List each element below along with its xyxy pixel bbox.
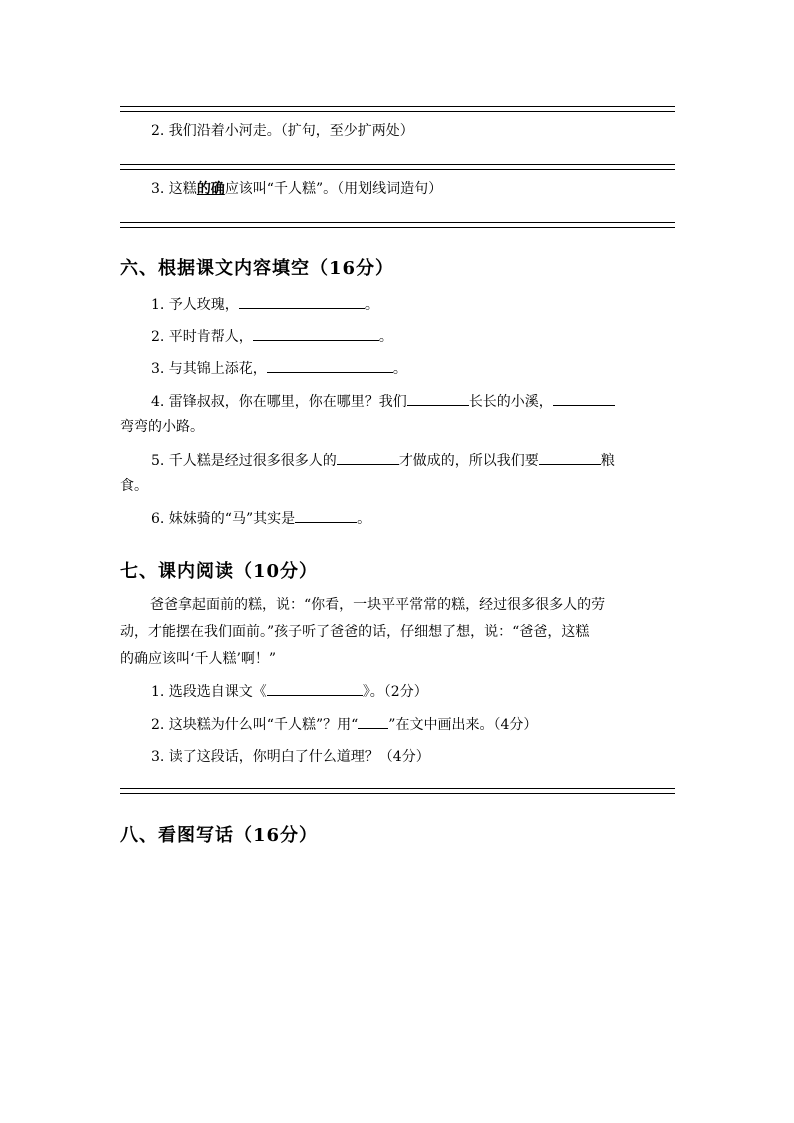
reading-question-3: 3. 读了这段话，你明白了什么道理？（4分） bbox=[151, 749, 430, 765]
answer-blank[interactable] bbox=[553, 391, 615, 406]
sentence-expand-question: 2. 我们沿着小河走。（扩句，至少扩两处） bbox=[151, 123, 414, 139]
answer-blank[interactable] bbox=[253, 326, 379, 341]
reading-question-1: 1. 选段选自课文《 》。（2分） bbox=[151, 681, 428, 702]
answer-blank[interactable] bbox=[539, 450, 601, 465]
passage-line: 动，才能摆在我们面前。”孩子听了爸爸的话，仔细想了想，说：“爸爸，这糕 bbox=[120, 624, 590, 640]
fill-item-5-line2: 食。 bbox=[120, 478, 148, 494]
fill-item-5-line1: 5. 千人糕是经过很多很多人的 才做成的，所以我们要 粮 bbox=[151, 450, 615, 471]
section-six-heading: 六、根据课文内容填空（16分） bbox=[120, 258, 395, 279]
answer-blank[interactable] bbox=[267, 358, 393, 373]
reading-question-2: 2. 这块糕为什么叫“千人糕”？用“ ”在文中画出来。（4分） bbox=[151, 714, 537, 735]
passage-line: 的确应该叫‘千人糕’啊！” bbox=[120, 651, 277, 667]
answer-blank[interactable] bbox=[239, 294, 365, 309]
passage-line: 爸爸拿起面前的糕，说：“你看，一块平平常常的糕，经过很多很多人的劳 bbox=[150, 597, 606, 613]
fill-item-1: 1. 予人玫瑰， 。 bbox=[151, 294, 379, 315]
answer-blank[interactable] bbox=[267, 681, 363, 696]
fill-item-2: 2. 平时肯帮人， 。 bbox=[151, 326, 393, 347]
answer-blank[interactable] bbox=[407, 391, 469, 406]
fill-item-4-line2: 弯弯的小路。 bbox=[120, 419, 204, 435]
answer-line bbox=[120, 106, 675, 112]
fill-item-6: 6. 妹妹骑的“马”其实是 。 bbox=[151, 508, 371, 529]
answer-blank[interactable] bbox=[295, 508, 357, 523]
reading-passage bbox=[120, 592, 680, 673]
answer-line bbox=[120, 222, 675, 228]
section-seven-heading: 七、课内阅读（10分） bbox=[120, 561, 319, 582]
answer-blank[interactable] bbox=[337, 450, 399, 465]
fill-item-3: 3. 与其锦上添花， 。 bbox=[151, 358, 407, 379]
underline-mark-sample bbox=[358, 714, 388, 729]
underlined-word: 的确 bbox=[196, 181, 225, 197]
fill-item-4-line1: 4. 雷锋叔叔，你在哪里，你在哪里？我们 长长的小溪， bbox=[151, 391, 615, 412]
section-eight-heading: 八、看图写话（16分） bbox=[120, 825, 319, 846]
answer-line bbox=[120, 164, 675, 170]
answer-line bbox=[120, 788, 675, 794]
make-sentence-question: 3. 这糕的确应该叫“千人糕”。（用划线词造句） bbox=[151, 181, 443, 197]
